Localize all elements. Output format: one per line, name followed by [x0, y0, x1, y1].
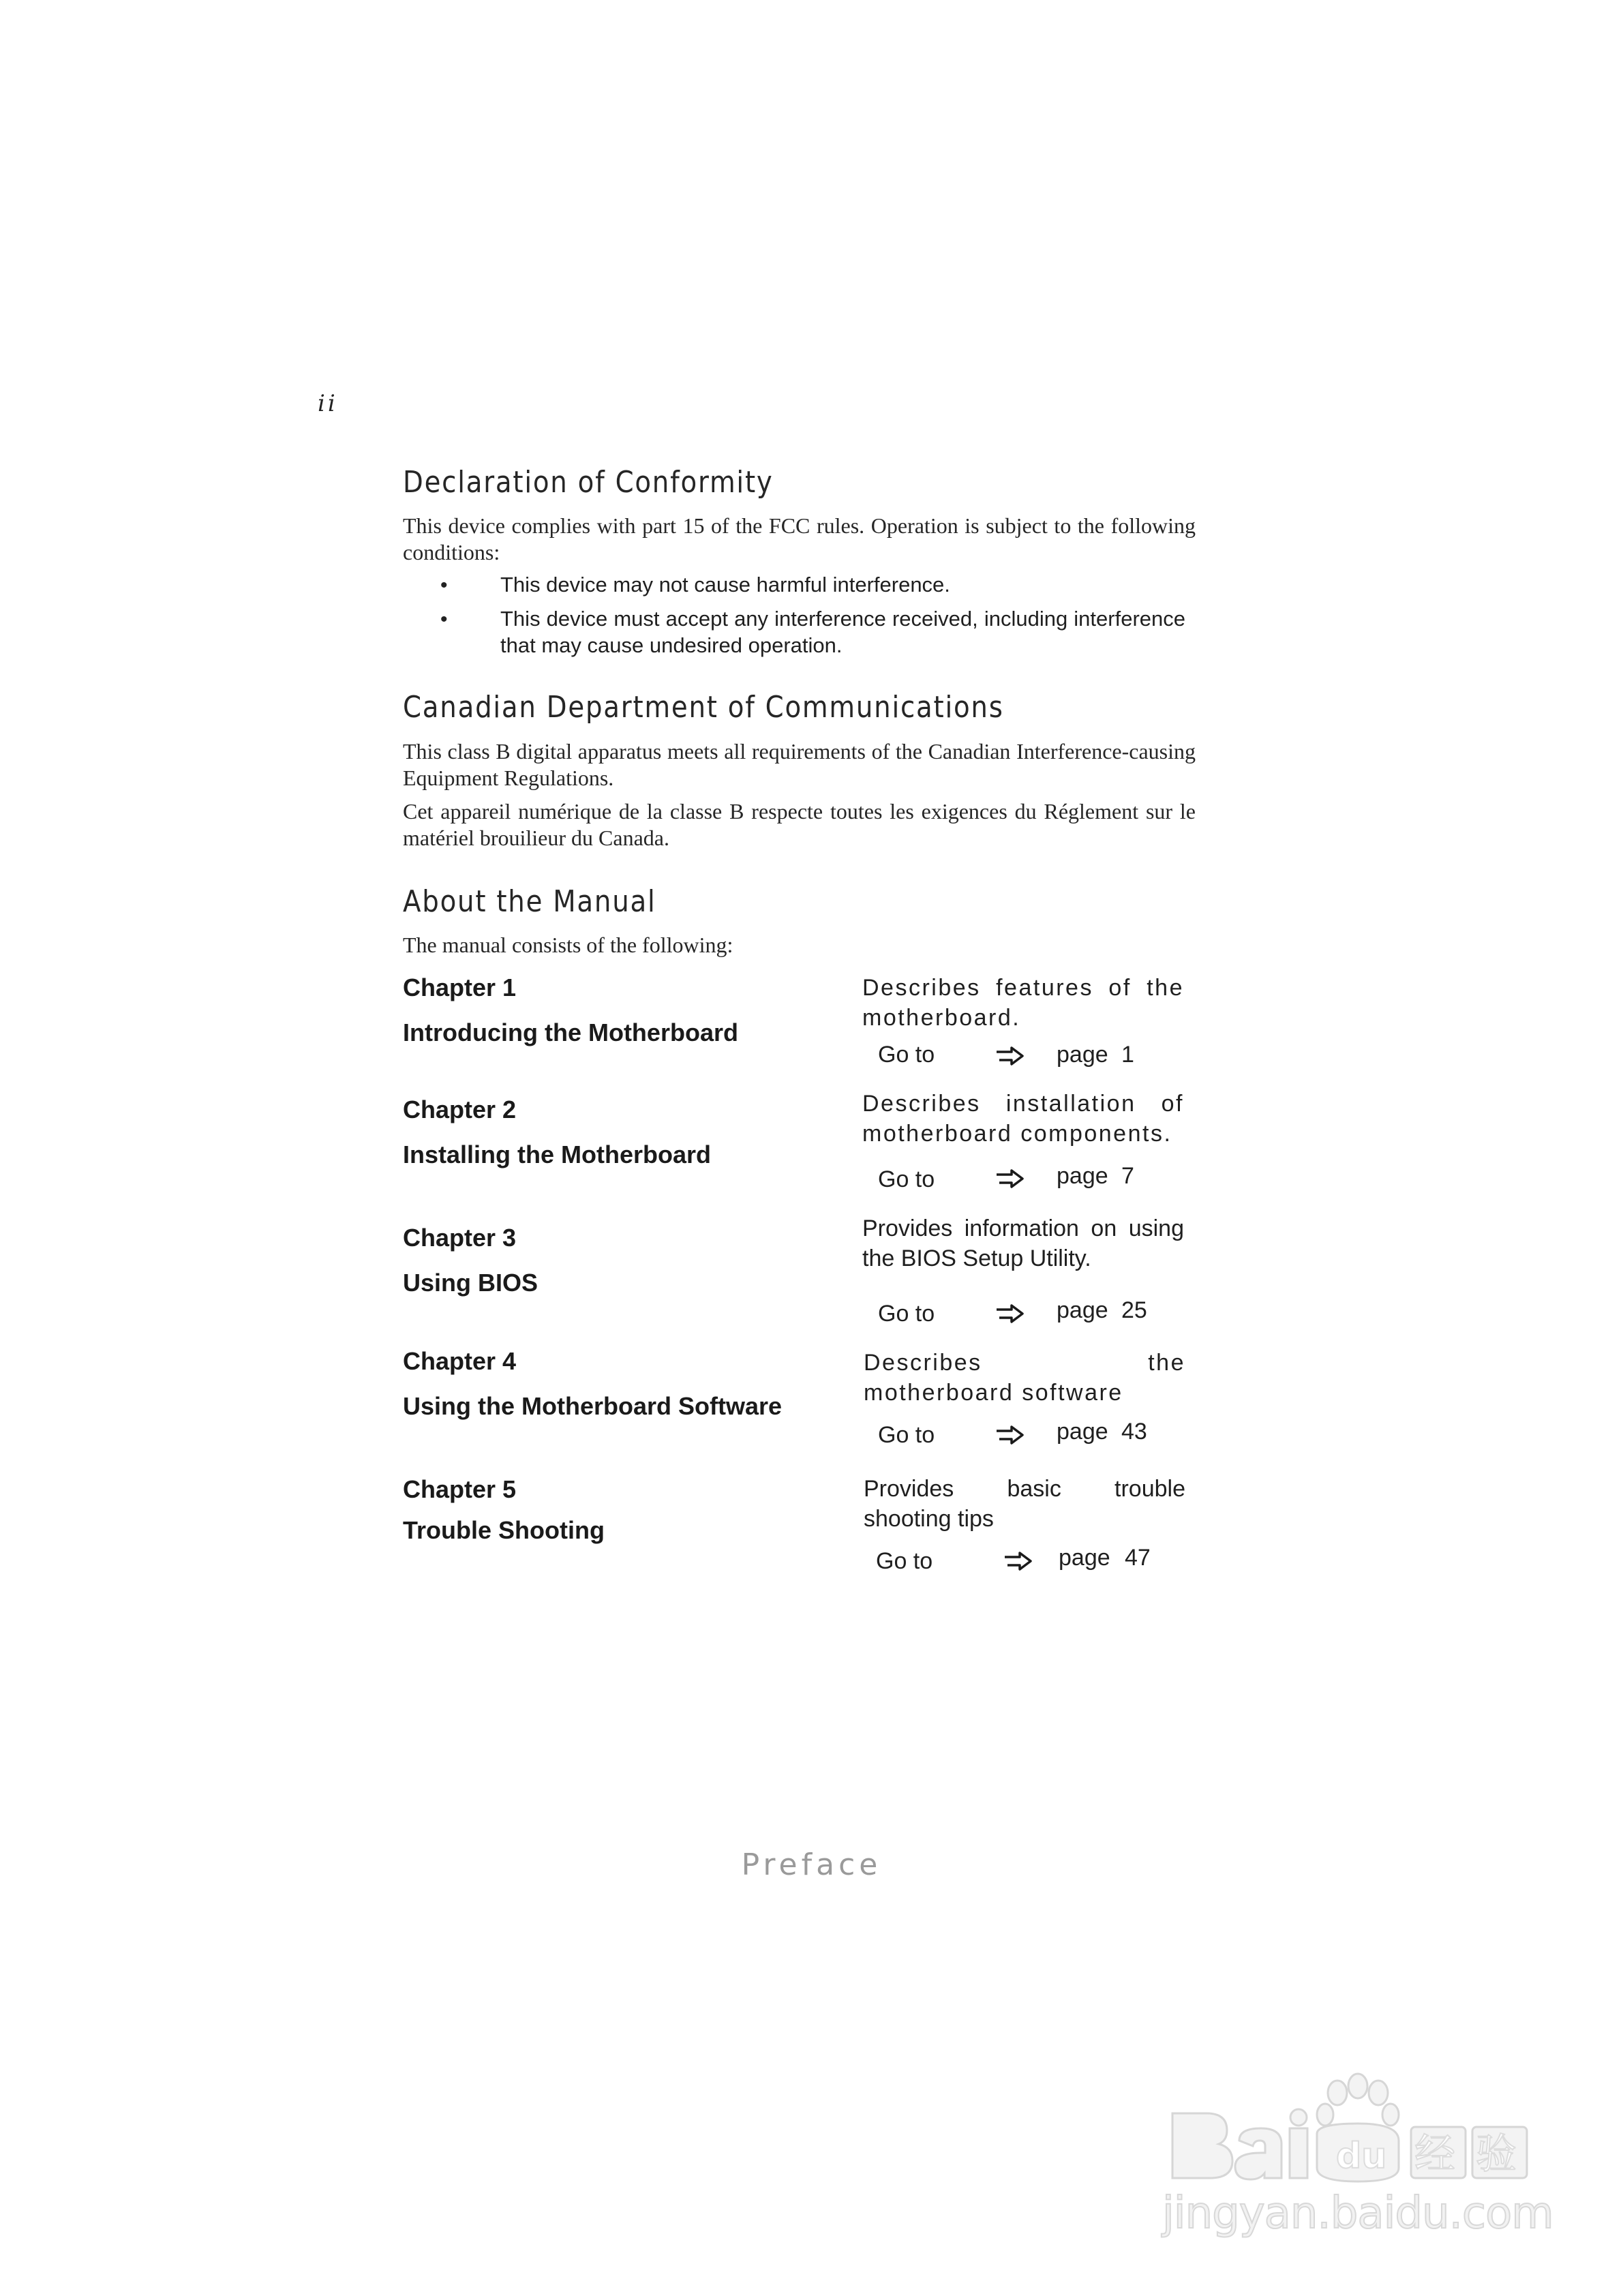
chapter-2-title: Installing the Motherboard: [403, 1141, 712, 1168]
right-arrow-icon: [995, 1168, 1024, 1189]
page-footer: Preface: [741, 1847, 882, 1882]
chapter-1-goto: Go to: [878, 1042, 935, 1068]
chapter-5-goto: Go to: [876, 1548, 933, 1574]
watermark-url: jingyan.baidu.com: [1162, 2188, 1553, 2239]
conformity-intro: This device complies with part 15 of the FCC rules. Operation is subject to the following conditions:: [403, 513, 1196, 564]
chapter-1-number: Chapter 1: [403, 973, 517, 1001]
chapter-4-goto: Go to: [878, 1422, 935, 1448]
chapter-5-number: Chapter 5: [403, 1475, 517, 1503]
chapter-5-title: Trouble Shooting: [403, 1516, 605, 1544]
svg-text:du: du: [1336, 2136, 1387, 2177]
chapter-1-description: Describes features of the motherboard.: [862, 975, 1184, 1031]
chapter-3-goto: Go to: [878, 1301, 935, 1327]
chapter-3-page-number: 25: [1121, 1297, 1147, 1323]
chapter-4-page-number: 43: [1121, 1419, 1147, 1445]
chapter-4-title: Using the Motherboard Software: [403, 1392, 783, 1420]
chapter-1-page-number: 1: [1121, 1042, 1134, 1068]
baidu-jingyan-watermark-logo: [1159, 2066, 1541, 2192]
about-heading: About the Manual: [403, 884, 656, 919]
conformity-bullet-2-text: This device must accept any interference received, including interference that may cause undesired operation.: [500, 607, 1185, 657]
chapter-3-description: Provides information on using the BIOS Setup Utility.: [862, 1215, 1184, 1271]
chapter-2-goto: Go to: [878, 1166, 935, 1192]
chapter-1-page-label: page: [1057, 1042, 1108, 1068]
conformity-heading: Declaration of Conformity: [403, 465, 774, 500]
chapter-2-page-label: page: [1057, 1163, 1108, 1189]
chapter-5-description: Provides basic trouble shooting tips: [864, 1476, 1185, 1532]
right-arrow-icon: [995, 1303, 1024, 1324]
right-arrow-icon: [995, 1046, 1024, 1066]
about-intro: The manual consists of the following:: [403, 933, 733, 957]
canadian-heading: Canadian Department of Communications: [403, 690, 1004, 725]
chapter-5-page-label: page: [1059, 1545, 1110, 1571]
chapter-5-page-number: 47: [1125, 1545, 1151, 1571]
chapter-1-title: Introducing the Motherboard: [403, 1018, 738, 1046]
chapter-4-page-label: page: [1057, 1419, 1108, 1445]
right-arrow-icon: [1003, 1551, 1032, 1571]
chapter-2-description: Describes installation of motherboard components.: [862, 1091, 1184, 1147]
chapter-3-number: Chapter 3: [403, 1224, 517, 1252]
chapter-2-number: Chapter 2: [403, 1096, 517, 1123]
chapter-4-description: Describes the motherboard software: [864, 1350, 1185, 1406]
svg-text:验: 验: [1476, 2130, 1517, 2178]
chapter-3-page-label: page: [1057, 1297, 1108, 1323]
conformity-bullet-2: [500, 605, 1185, 659]
conformity-bullet-1: This device may not cause harmful interference.: [500, 573, 950, 596]
canadian-para-en: This class B digital apparatus meets all requirements of the Canadian Interference-causing Equipment Regulations.: [403, 739, 1196, 790]
chapter-4-number: Chapter 4: [403, 1347, 517, 1375]
right-arrow-icon: [995, 1425, 1024, 1445]
bullet-marker: •: [440, 608, 448, 631]
svg-text:经: 经: [1414, 2130, 1455, 2178]
page-number: ii: [318, 390, 338, 417]
canadian-para-fr: Cet appareil numérique de la classe B respecte toutes les exigences du Réglement sur le matériel brouilieur du Canada.: [403, 799, 1196, 850]
bullet-marker: •: [440, 574, 448, 596]
chapter-3-title: Using BIOS: [403, 1269, 539, 1297]
chapter-2-page-number: 7: [1121, 1163, 1134, 1189]
